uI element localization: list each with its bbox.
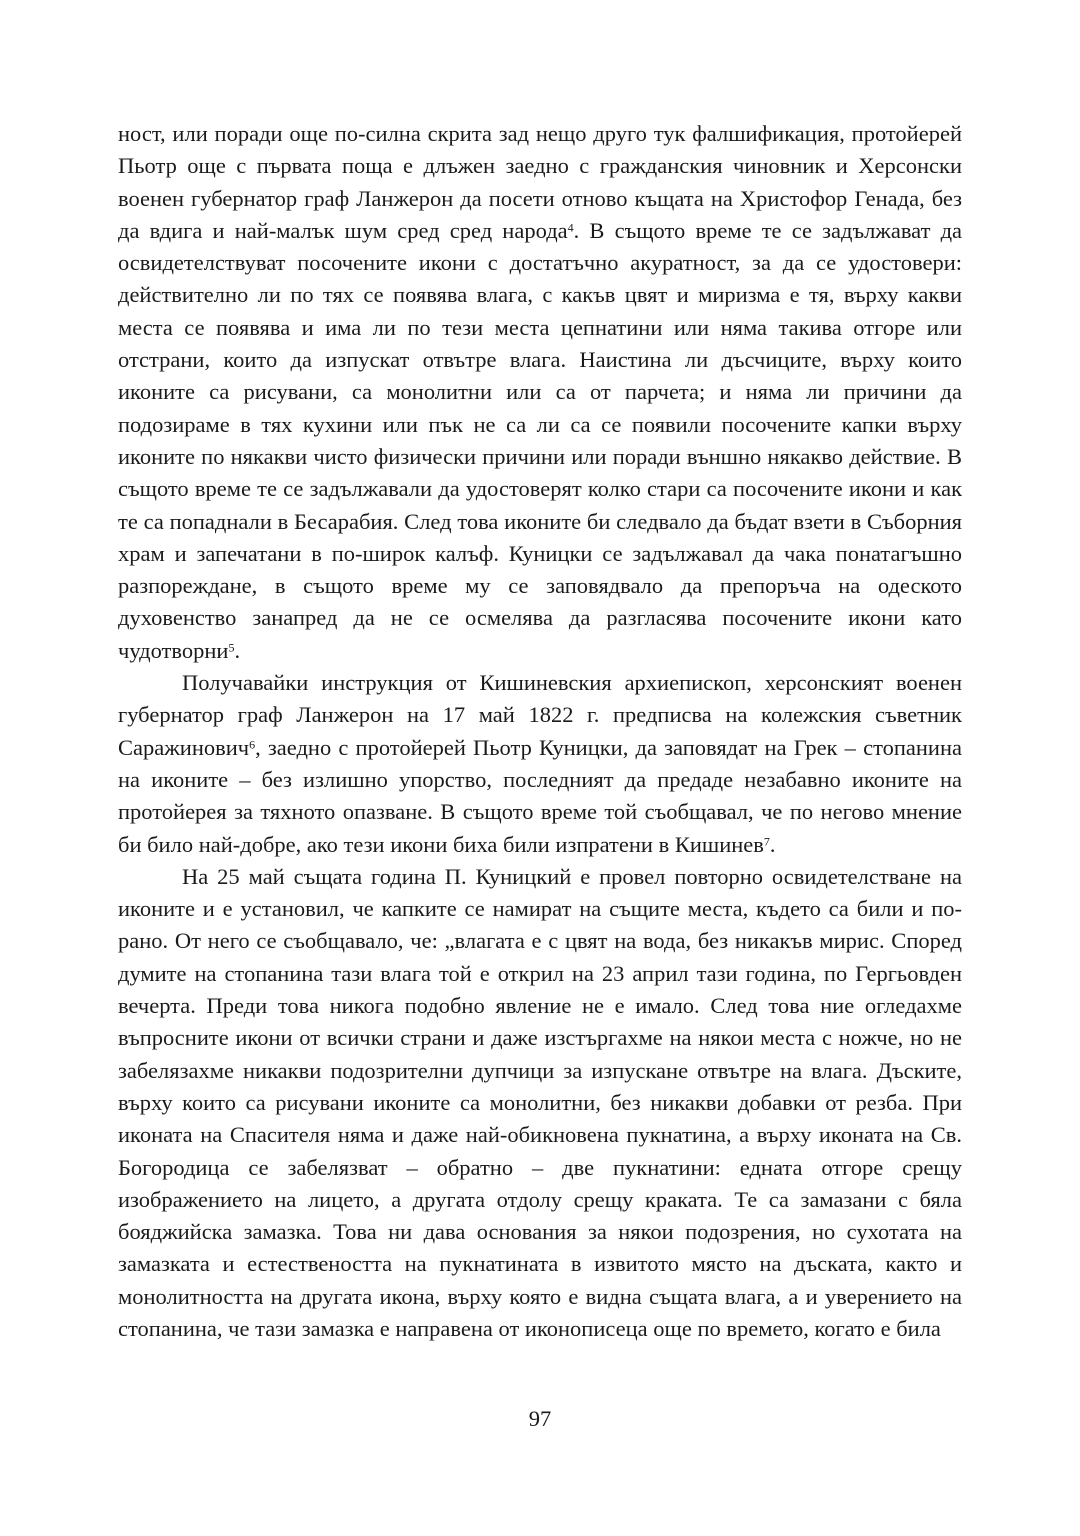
paragraph-2-tail: , заедно с протойерей Пьотр Куницки, да заповядат на Грек – стопанина на иконите – без излишно упорство, последният да предаде незабавно иконите на протойерея за тяхното опазване. В същото време той съобщавал, че по негово мнение би било най-добре, ако тези икони биха били изпратени в Кишинев (118, 734, 962, 857)
paragraph-1-tail: . В същото време те се задължават да освидетелствуват посочените икони с достатъчно акуратност, за да се удостовери: действително ли по тях се появява влага, с какъв цвят и миризма е тя, върху какви места се появява и има ли по тези места цепнатини или няма такива отгоре или отстрани, които да изпускат отвътре влага. Наистина ли дъсчиците, върху които иконите са рисувани, са монолитни или са от парчета; и няма ли причини да подозираме в тях кухини или пък не са ли са се появили посочените капки върху иконите по някакви чисто физически причини или поради външно някакво действие. В същото време те се задължавали да удостоверят колко стари са посочените икони и как те са попаднали в Бесарабия. След това иконите би следвало да бъдат взети в Съборния храм и запечатани в по-широк калъф. Куницки се задължавал да чака понатагъшно разпореждане, в същото време му се заповядвало да препоръча на одеското духовенство занапред да не се осмелява да разгласява посочените икони като чудотворни (118, 217, 963, 663)
paragraph-1-end: . (234, 637, 241, 663)
footnote-ref-5: 5 (228, 640, 235, 655)
paragraph-2-text: Получавайки инструкция от Кишиневския архиепископ, херсонският военен губернатор граф Ланжерон на 17 май 1822 г. предписва на колежския съветник Саражинович (118, 670, 962, 760)
page-body (118, 118, 962, 1345)
page-number: 97 (528, 1406, 552, 1431)
footnote-ref-6: 6 (249, 737, 256, 752)
paragraph-3-text: На 25 май същата година П. Куницкий е провел повторно освидетелстване на иконите и е установил, че капките се намират на същите места, където са били и по-рано. От него се съобщавало, че: „влагата е с цвят на вода, без никакъв мирис. Според думите на стопанина тази влага той е открил на 23 април тази година, по Гергьовден вечерта. Преди това никога подобно явление не е имало. След това ние огледахме въпросните икони от всички страни и даже изстъргахме на някои места с ножче, но не забелязахме никакви подозрителни дупчици за изпускане отвътре на влага. Дъските, върху които са рисувани иконите са монолитни, без никакви добавки от резба. При иконата на Спасителя няма и даже най-обикновена пукнатина, а върху иконата на Св. Богородица се забелязват – обратно – две пукнатини: едната отгоре срещу изображението на лицето, а другата отдолу срещу краката. Те са замазани с бяла бояджийска замазка. Това ни дава основания за някои подозрения, но сухотата на замазката и естествеността на пукнатината в извитото място на дъската, както и монолитността на другата икона, върху която е видна същата влага, а и уверението на стопанина, че тази замазка е направена от иконописеца още по времето, когато е била (118, 863, 962, 1341)
footnote-ref-4: 4 (567, 220, 574, 235)
footnote-ref-7: 7 (763, 833, 770, 848)
paragraph-3 (118, 861, 962, 1345)
paragraph-1-text: ност, или поради още по-силна скрита зад нещо друго тук фалшификация, протойерей Пьотр още с първата поща е длъжен заедно с гражданския чиновник и Херсонски военен губернатор граф Ланжерон да посети отново къщата на Христофор Генада, без да вдига и най-малък шум сред сред народа (118, 121, 962, 243)
paragraph-1 (118, 118, 962, 667)
paragraph-2-end: . (769, 831, 776, 857)
paragraph-2 (118, 667, 962, 861)
